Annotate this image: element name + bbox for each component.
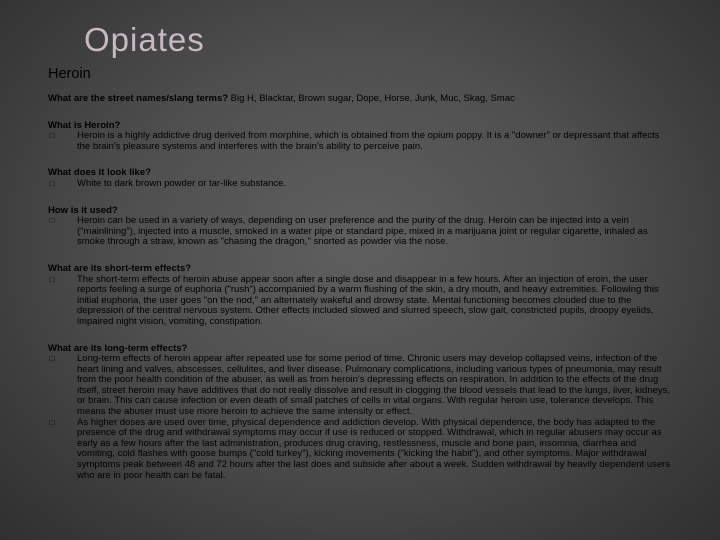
what-is-question: What is Heroin?: [48, 119, 121, 131]
street-names-answer: Big H, Blacktar, Brown sugar, Dope, Horse, Junk, Muc, Skag, Smac: [228, 93, 515, 104]
list-item: [48, 131, 674, 152]
slide-subtitle: Heroin: [48, 66, 91, 82]
bullet-square-icon: □: [49, 354, 55, 364]
list-item: [48, 354, 674, 418]
look-like-question: What does it look like?: [48, 167, 151, 179]
street-names-section: [48, 94, 674, 105]
look-like-text: White to dark brown powder or tar-like substance.: [77, 177, 287, 189]
list-item: [48, 275, 674, 328]
how-used-question: How is it used?: [48, 204, 118, 216]
how-used-text: Heroin can be used in a variety of ways, depending on user preference and the purity of the drug. Heroin can be injected into a vein ("mainlining"), injected into a muscle, smoked in a water pipe or standard pipe, mixed in a marijuana joint or regular cigarette, inhaled as smoke through a straw, known as "chasing the dragon," snorted as powder via the nose.: [77, 215, 648, 248]
slide-body: [48, 94, 674, 481]
long-term-text-2: As higher doses are used over time, physical dependence and addiction develop. With physical dependence, the body has adapted to the presence of the drug and withdrawal symptoms may occur if use is reduced or stopped. Withdrawal, which in regular abusers may occur as early as a few hours after the last administration, produces drug craving, restlessness, muscle and bone pain, insomnia, diarrhea and vomiting, cold flashes with goose bumps ("cold turkey"), kicking movements ("kicking the habit"), and other symptoms. Major withdrawal symptoms peak between 48 and 72 hours after the last does and subside after about a week. Sudden withdrawal by heavily dependent users who are in poor health can be fatal.: [77, 416, 671, 481]
bullet-square-icon: □: [49, 274, 55, 284]
short-term-question: What are its short-term effects?: [48, 262, 192, 274]
look-like-section: [48, 168, 674, 189]
bullet-square-icon: □: [49, 417, 55, 427]
long-term-section: [48, 344, 674, 482]
list-item: [48, 418, 674, 482]
long-term-text-1: Long-term effects of heroin appear after repeated use for some period of time. Chronic users may develop collapsed veins, infection of the heart lining and valves, abscesses, cellulites, and liver disease. Pulmonary complications, including various types of pneumonia, may result from the poor health condition of the abuser, as well as from heroin's depressing effects on respiration. In addition to the effects of the drug itself, street heroin may have additives that do not really dissolve and result in clogging the blood vessels that lead to the lungs, liver, kidneys, or brain. This can cause infection or even death of small patches of cells in vital organs. With regular heroin use, tolerance develops. This means the abuser must use more heroin to achieve the same intensity or effect.: [77, 353, 671, 418]
bullet-square-icon: □: [49, 131, 55, 141]
short-term-text: The short-term effects of heroin abuse appear soon after a single dose and disappear in a few hours. After an injection of eroin, the user reports feeling a surge of euphoria ("rush") accompanied by a warm flushing of the skin, a dry mouth, and heavy extremities. Following this initial euphoria, the user goes "on the nod," an alternately wakeful and drowsy state. Mental functioning becomes clouded due to the depression of the central nervous system. Other effects included slowed and slurred speech, slow gait, constricted pupils, droopy eyelids, impaired night vision, vomiting, constipation.: [77, 273, 659, 327]
list-item: [48, 179, 674, 190]
street-names-question: What are the street names/slang terms?: [48, 93, 229, 104]
slide-title: Opiates: [84, 21, 205, 58]
short-term-section: [48, 264, 674, 328]
bullet-square-icon: □: [49, 178, 55, 188]
bullet-square-icon: □: [49, 216, 55, 226]
what-is-text: Heroin is a highly addictive drug derived from morphine, which is obtained from the opium poppy. It is a "downer" or depressant that affects the brain's pleasure systems and interferes with the brain's ability to perceive pain.: [77, 130, 660, 152]
how-used-section: [48, 206, 674, 248]
list-item: [48, 216, 674, 248]
long-term-question: What are its long-term effects?: [48, 342, 188, 354]
what-is-section: [48, 121, 674, 153]
